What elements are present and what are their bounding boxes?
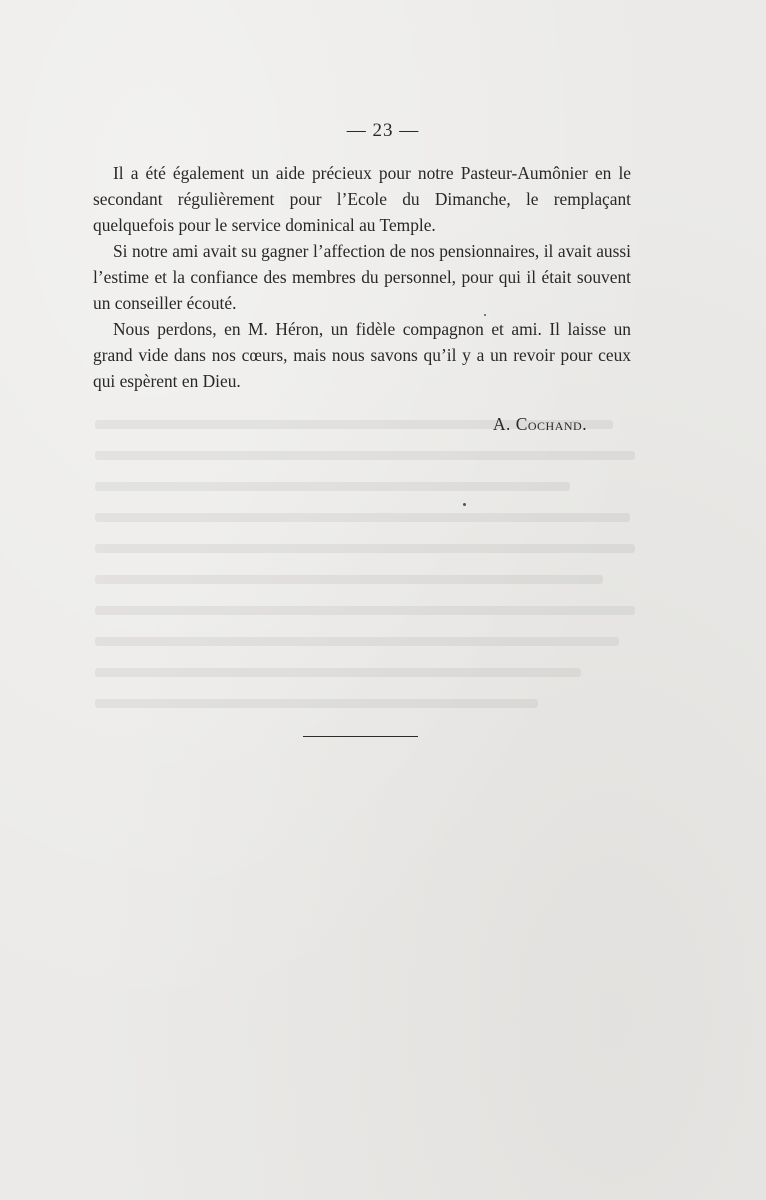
paragraph: Nous perdons, en M. Héron, un fidèle compagnon et ami. Il laisse un grand vide dans nos cœurs, mais nous savons qu’il y a un revoir pour ceux qui espèrent en Dieu. [93, 319, 631, 391]
ink-speck [463, 503, 466, 506]
closing-rule [303, 736, 418, 737]
signature-name: A. Cochand. [493, 414, 588, 434]
paragraph: Si notre ami avait su gagner l’affection de nos pensionnaires, il avait aussi l’estime et la confiance des membres du personnel, pour qui il était souvent un conseiller écouté. [93, 241, 631, 313]
ink-speck [484, 314, 486, 316]
body-text [93, 160, 631, 394]
paragraph: Il a été également un aide précieux pour notre Pasteur-Aumônier en le secondant régulièrement pour l’Ecole du Dimanche, le remplaçant quelquefois pour le service dominical au Temple. [93, 163, 631, 235]
page-number: — 23 — [346, 120, 420, 141]
signature [493, 414, 693, 435]
bleed-through-text [95, 420, 635, 740]
